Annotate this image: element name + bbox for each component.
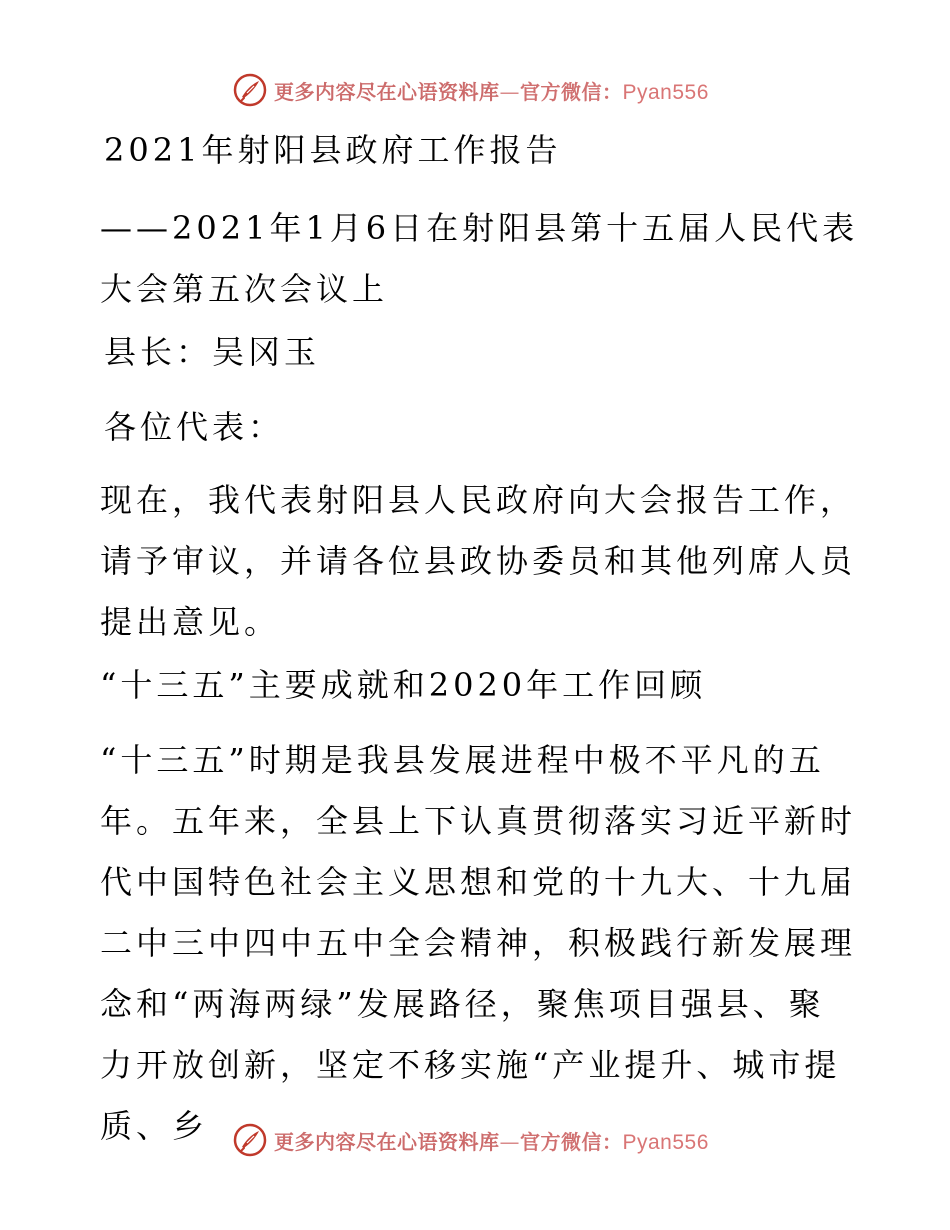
report-intro-paragraph: 现在，我代表射阳县人民政府向大会报告工作，请予审议，并请各位县政协委员和其他列席人员提出意见。: [100, 481, 857, 641]
banner-library-text: 更多内容尽在心语资料库: [274, 79, 500, 104]
banner-separator: —: [499, 79, 520, 104]
quill-pen-logo-icon: [232, 1122, 268, 1158]
report-greeting: 各位代表：: [104, 408, 285, 446]
report-title: 2021年射阳县政府工作报告: [104, 131, 562, 169]
banner-wechat-id: Pyan556: [622, 80, 709, 104]
section-body-paragraph: “十三五”时期是我县发展进程中极不平凡的五年。五年来，全县上下认真贯彻落实习近平新时代中国特色社会主义思想和党的十九大、十九届二中三中四中五中全会精神，积极践行新发展理念和“两海两绿”发展路径，聚焦项目强县、聚力开放创新，坚定不移实施“产业提升、城市提质、乡: [100, 741, 857, 1145]
banner-wechat-label: 官方微信：: [520, 79, 623, 104]
banner-wechat-label: 官方微信：: [520, 1129, 623, 1154]
quill-pen-logo-icon: [232, 72, 268, 108]
banner-separator: —: [499, 1129, 520, 1154]
header-watermark-banner: [232, 70, 709, 110]
section-heading: “十三五”主要成就和2020年工作回顾: [100, 666, 707, 704]
report-subtitle: ——2021年1月6日在射阳县第十五届人民代表大会第五次会议上: [100, 209, 859, 308]
banner-wechat-id: Pyan556: [622, 1130, 709, 1154]
report-author: 县长：吴冈玉: [104, 333, 321, 371]
footer-watermark-banner: [232, 1120, 709, 1160]
banner-library-text: 更多内容尽在心语资料库: [274, 1129, 500, 1154]
